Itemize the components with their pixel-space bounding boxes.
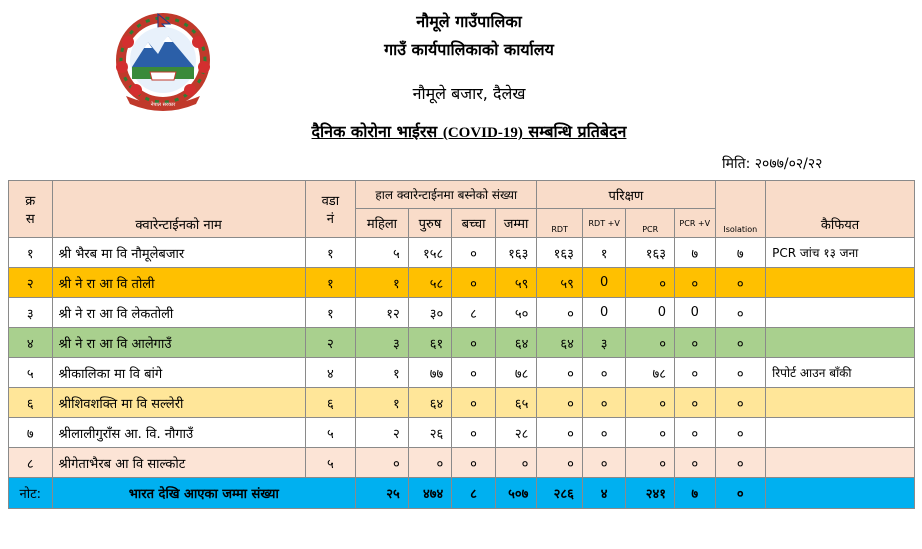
row-male: ३० bbox=[408, 298, 452, 328]
row-sn: ६ bbox=[9, 388, 53, 418]
office-name: गाउँ कार्यपालिकाको कार्यालय bbox=[384, 40, 554, 59]
total-note: नोट: bbox=[9, 478, 53, 509]
header-child: बच्चा bbox=[452, 209, 496, 238]
row-isolation: ० bbox=[715, 358, 766, 388]
row-isolation: ० bbox=[715, 418, 766, 448]
table-row bbox=[9, 328, 915, 358]
row-rdt: ५९ bbox=[537, 268, 583, 298]
row-pcr-positive: ० bbox=[674, 268, 715, 298]
row-female: ० bbox=[356, 448, 409, 478]
header-pcr-positive: PCR +V bbox=[674, 209, 715, 238]
row-female: १ bbox=[356, 358, 409, 388]
row-child: ० bbox=[452, 328, 496, 358]
row-sn: ७ bbox=[9, 418, 53, 448]
row-quarantine-name: श्रीकालिका मा वि बांगे bbox=[52, 358, 305, 388]
row-child: ८ bbox=[452, 298, 496, 328]
header-pcr: PCR bbox=[626, 209, 675, 238]
row-sn: २ bbox=[9, 268, 53, 298]
row-male: ७७ bbox=[408, 358, 452, 388]
table-row bbox=[9, 448, 915, 478]
row-male: ६४ bbox=[408, 388, 452, 418]
report-title: दैनिक कोरोना भाईरस (COVID-19) सम्बन्धि प्रतिबेदन bbox=[311, 122, 627, 141]
row-male: ५८ bbox=[408, 268, 452, 298]
header-ward: वडा नं bbox=[305, 181, 356, 238]
table-row bbox=[9, 418, 915, 448]
row-sn: ८ bbox=[9, 448, 53, 478]
row-remarks bbox=[766, 298, 915, 328]
row-isolation: ७ bbox=[715, 238, 766, 268]
row-quarantine-name: श्रीशिवशक्ति मा वि सल्लेरी bbox=[52, 388, 305, 418]
total-total: ५०७ bbox=[495, 478, 537, 509]
row-quarantine-name: श्रीलालीगुराँस आ. वि. नौगाउँ bbox=[52, 418, 305, 448]
table-row bbox=[9, 238, 915, 268]
total-male: ४७४ bbox=[408, 478, 452, 509]
row-rdt: ० bbox=[537, 418, 583, 448]
row-pcr: ० bbox=[626, 388, 675, 418]
row-ward: ५ bbox=[305, 418, 356, 448]
row-rdt-positive: ० bbox=[582, 418, 626, 448]
header-male: पुरुष bbox=[408, 209, 452, 238]
report-date: मिति: २०७७/०२/२२ bbox=[722, 156, 823, 172]
row-isolation: ० bbox=[715, 448, 766, 478]
row-quarantine-name: श्री ने रा आ वि तोली bbox=[52, 268, 305, 298]
row-child: ० bbox=[452, 448, 496, 478]
row-remarks: PCR जांच १३ जना bbox=[766, 238, 915, 268]
row-pcr: ७८ bbox=[626, 358, 675, 388]
header-female: महिला bbox=[356, 209, 409, 238]
row-ward: २ bbox=[305, 328, 356, 358]
row-quarantine-name: श्रीगेताभैरब आ वि साल्कोट bbox=[52, 448, 305, 478]
row-rdt-positive: ० bbox=[582, 388, 626, 418]
row-rdt: ० bbox=[537, 388, 583, 418]
row-sn: ५ bbox=[9, 358, 53, 388]
row-rdt-positive: ३ bbox=[582, 328, 626, 358]
total-label: भारत देखि आएका जम्मा संख्या bbox=[52, 478, 356, 509]
row-pcr-positive: ० bbox=[674, 388, 715, 418]
row-child: ० bbox=[452, 358, 496, 388]
row-pcr: 0 bbox=[626, 298, 675, 328]
row-isolation: ० bbox=[715, 388, 766, 418]
quarantine-report-table bbox=[8, 180, 915, 509]
table-total-row bbox=[9, 478, 915, 509]
row-remarks: रिपोर्ट आउन बाँकी bbox=[766, 358, 915, 388]
row-ward: ४ bbox=[305, 358, 356, 388]
row-total: ७८ bbox=[495, 358, 537, 388]
municipality-name: नौमूले गाउँपालिका bbox=[416, 12, 522, 31]
svg-text:नेपाल सरकार: नेपाल सरकार bbox=[150, 102, 176, 108]
row-ward: ५ bbox=[305, 448, 356, 478]
row-rdt-positive: १ bbox=[582, 238, 626, 268]
row-ward: १ bbox=[305, 268, 356, 298]
row-female: १ bbox=[356, 388, 409, 418]
header-name: क्वारेन्टाईनको नाम bbox=[52, 181, 305, 238]
row-male: ० bbox=[408, 448, 452, 478]
row-sn: ४ bbox=[9, 328, 53, 358]
header-test: परिक्षण bbox=[537, 181, 715, 209]
header-sn: क्र स bbox=[9, 181, 53, 238]
total-child: ८ bbox=[452, 478, 496, 509]
row-remarks bbox=[766, 388, 915, 418]
row-remarks bbox=[766, 418, 915, 448]
row-rdt-positive: 0 bbox=[582, 268, 626, 298]
row-quarantine-name: श्री ने रा आ वि आलेगाउँ bbox=[52, 328, 305, 358]
row-rdt: ० bbox=[537, 358, 583, 388]
row-total: २८ bbox=[495, 418, 537, 448]
header-isolation: Isolation bbox=[715, 181, 766, 238]
row-female: २ bbox=[356, 418, 409, 448]
row-female: ५ bbox=[356, 238, 409, 268]
row-quarantine-name: श्री भैरब मा वि नौमूलेबजार bbox=[52, 238, 305, 268]
row-remarks bbox=[766, 328, 915, 358]
row-male: ६१ bbox=[408, 328, 452, 358]
row-quarantine-name: श्री ने रा आ वि लेकतोली bbox=[52, 298, 305, 328]
header-rdt: RDT bbox=[537, 209, 583, 238]
row-isolation: ० bbox=[715, 328, 766, 358]
total-female: २५ bbox=[356, 478, 409, 509]
row-pcr-positive: ० bbox=[674, 328, 715, 358]
row-sn: ३ bbox=[9, 298, 53, 328]
row-rdt-positive: 0 bbox=[582, 298, 626, 328]
row-pcr-positive: ० bbox=[674, 358, 715, 388]
row-pcr: ० bbox=[626, 418, 675, 448]
total-rdt-positive: ४ bbox=[582, 478, 626, 509]
row-child: ० bbox=[452, 418, 496, 448]
row-rdt: १६३ bbox=[537, 238, 583, 268]
row-sn: १ bbox=[9, 238, 53, 268]
table-row bbox=[9, 388, 915, 418]
header-current-quarantine: हाल क्वारेन्टाईनमा बस्नेको संख्या bbox=[356, 181, 537, 209]
row-ward: १ bbox=[305, 238, 356, 268]
total-remarks bbox=[766, 478, 915, 509]
header-rdt-positive: RDT +V bbox=[582, 209, 626, 238]
row-total: १६३ bbox=[495, 238, 537, 268]
row-male: १५८ bbox=[408, 238, 452, 268]
row-pcr-positive: ० bbox=[674, 418, 715, 448]
row-child: ० bbox=[452, 238, 496, 268]
row-total: ० bbox=[495, 448, 537, 478]
header-total: जम्मा bbox=[495, 209, 537, 238]
row-rdt-positive: ० bbox=[582, 358, 626, 388]
row-pcr-positive: ० bbox=[674, 448, 715, 478]
row-pcr-positive: 0 bbox=[674, 298, 715, 328]
row-rdt: ० bbox=[537, 298, 583, 328]
total-pcr-positive: ७ bbox=[674, 478, 715, 509]
total-rdt: २८६ bbox=[537, 478, 583, 509]
row-ward: ६ bbox=[305, 388, 356, 418]
row-total: ६५ bbox=[495, 388, 537, 418]
table-row bbox=[9, 358, 915, 388]
row-pcr-positive: ७ bbox=[674, 238, 715, 268]
row-female: ३ bbox=[356, 328, 409, 358]
row-pcr: ० bbox=[626, 268, 675, 298]
row-remarks bbox=[766, 448, 915, 478]
total-isolation: ० bbox=[715, 478, 766, 509]
row-female: १ bbox=[356, 268, 409, 298]
row-ward: १ bbox=[305, 298, 356, 328]
row-pcr: १६३ bbox=[626, 238, 675, 268]
row-isolation: ० bbox=[715, 298, 766, 328]
row-female: १२ bbox=[356, 298, 409, 328]
row-pcr: ० bbox=[626, 328, 675, 358]
row-pcr: ० bbox=[626, 448, 675, 478]
row-male: २६ bbox=[408, 418, 452, 448]
header-remarks: कैफियत bbox=[766, 181, 915, 238]
row-rdt: ६४ bbox=[537, 328, 583, 358]
row-isolation: ० bbox=[715, 268, 766, 298]
row-total: ५० bbox=[495, 298, 537, 328]
table-row bbox=[9, 268, 915, 298]
row-total: ५९ bbox=[495, 268, 537, 298]
total-pcr: २४१ bbox=[626, 478, 675, 509]
row-total: ६४ bbox=[495, 328, 537, 358]
row-child: ० bbox=[452, 388, 496, 418]
table-row bbox=[9, 298, 915, 328]
row-child: ० bbox=[452, 268, 496, 298]
row-rdt-positive: ० bbox=[582, 448, 626, 478]
office-address: नौमूले बजार, दैलेख bbox=[412, 84, 526, 103]
row-remarks bbox=[766, 268, 915, 298]
row-rdt: ० bbox=[537, 448, 583, 478]
